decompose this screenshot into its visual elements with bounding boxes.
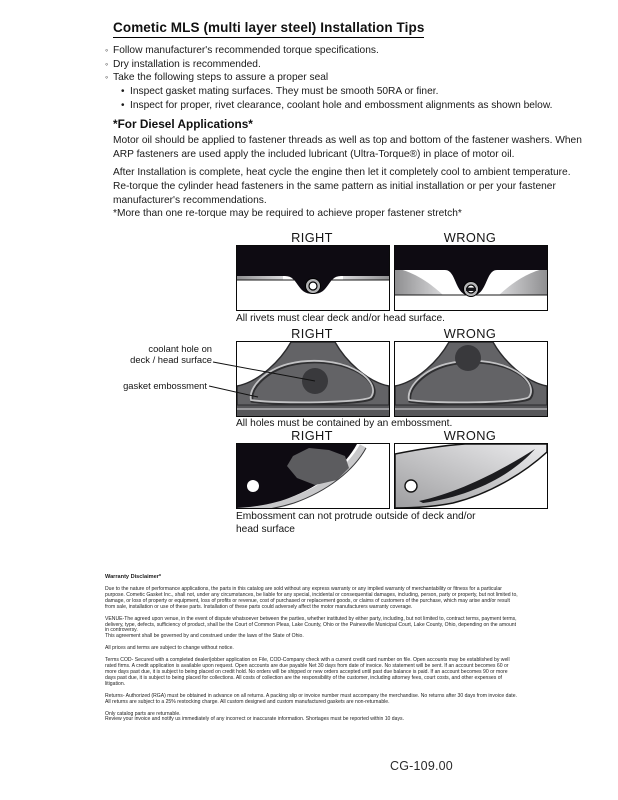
tip-text: Inspect gasket mating surfaces. They must be smooth 50RA or finer. [130, 86, 439, 98]
figure1-right-label: RIGHT [291, 230, 333, 245]
diesel-paragraph-1: Motor oil should be applied to fastener threads as well as top and bottom of the fastener washers. When ARP fasteners are used apply the included lubricant (Ultra-Torque®) in place of motor oil. [113, 135, 582, 160]
bullet-icon: ◦ [105, 58, 109, 69]
figure2-right-label: RIGHT [291, 326, 333, 341]
warranty-heading: Warranty Disclaimer* [105, 574, 162, 580]
embossment-right-panel [236, 341, 390, 417]
page-code: CG-109.00 [390, 759, 453, 773]
warranty-paragraph: All prices and terms are subject to change without notice. [105, 645, 234, 652]
rivet-wrong-diagram [395, 246, 547, 310]
warranty-disclaimer-section [105, 574, 519, 729]
figure2-caption: All holes must be contained by an embossment. [236, 418, 453, 429]
sub-bullet-icon: • [121, 86, 125, 98]
diesel-applications-heading: *For Diesel Applications* [113, 117, 253, 131]
figure3-right-label: RIGHT [291, 428, 333, 443]
list-item [105, 71, 552, 85]
rivet-right-panel [236, 245, 390, 311]
list-item [105, 58, 552, 72]
protrusion-right-diagram [237, 444, 389, 508]
bullet-icon: ◦ [105, 45, 109, 55]
list-item [121, 85, 552, 99]
figure3-wrong-label: WRONG [443, 428, 497, 443]
warranty-paragraph: Due to the nature of performance applications, the parts in this catalog are sold without any express warranty or any implied warranty of merchantability or fitness for a particular purpose. Cometic Gasket Inc., shall not, under any circumstances, be liable for any special, incidental or consequential damages, including, person, party or property, but not limited to, damage, or loss of property or equipment, loss of profits or revenue, cost of purchased or replacement goods, or claims of customers of the purchase, which may arise and/or result from sale, installation or use of these parts. Installation of these parts could adversely affect the motor manufacturers warranty coverage. [105, 586, 518, 610]
figure1-wrong-label: WRONG [443, 230, 497, 245]
list-item [121, 99, 552, 113]
figure1-caption: All rivets must clear deck and/or head surface. [236, 313, 445, 324]
tip-text: Inspect for proper, rivet clearance, coolant hole and embossment alignments as shown below. [130, 99, 553, 111]
protrusion-right-panel [236, 443, 390, 509]
coolant-hole-label: coolant hole on deck / head surface [130, 343, 212, 365]
gasket-embossment-label: gasket embossment [123, 380, 207, 391]
figure2-wrong-label: WRONG [443, 326, 497, 341]
warranty-paragraph: Only catalog parts are returnable. [105, 710, 181, 717]
page-title: Cometic MLS (multi layer steel) Installation Tips [113, 20, 424, 38]
tip-text: Take the following steps to assure a proper seal [113, 72, 329, 84]
tip-text: Dry installation is recommended. [113, 58, 261, 70]
embossment-wrong-panel [394, 341, 548, 417]
warranty-paragraph: This agreement shall be governed by and construed under the laws of the State of Ohio. [105, 633, 304, 640]
warranty-paragraph: VENUE-The agreed upon venue, in the event of dispute whatsoever between the parties, whether instituted by either party, including, but not limited to, contract terms, payment terms, delivery, type, defects, sufficiency of product, shall be the Court of Common Pleas, Lake County, Ohio or the Painesville Municipal Court, Lake County, Ohio, depending on the amount in controversy. [105, 615, 517, 634]
embossment-right-diagram [237, 342, 389, 416]
sub-bullet-icon: • [121, 99, 125, 111]
protrusion-wrong-diagram [395, 444, 547, 508]
warranty-paragraph: Review your invoice and notify us immediately of any incorrect or inaccurate information. Shortages must be reported within 10 days. [105, 716, 404, 723]
embossment-wrong-diagram [395, 342, 547, 416]
figure3-caption: Embossment can not protrude outside of deck and/or head surface [236, 511, 476, 535]
diesel-paragraph-2: After Installation is complete, heat cycle the engine then let it completely cool to ambient temperature. Re-torque the cylinder head fasteners in the same pattern as initial installation or per your fastener manufacturer's recommendations. [113, 167, 571, 206]
protrusion-wrong-panel [394, 443, 548, 509]
list-item [105, 44, 552, 58]
tip-text: Follow manufacturer's recommended torque specifications. [113, 45, 379, 56]
retorque-note: *More than one re-torque may be required to achieve proper fastener stretch* [113, 208, 462, 219]
rivet-wrong-panel [394, 245, 548, 311]
warranty-paragraph: Terms COD- Secured with a completed dealer/jobber application on File, COD-Company check with a current credit card number on file. Open accounts may be established by well rated firms. A credit application is available upon request. Open accounts are due payable Net 30 days from date of invoice. No statement will be sent. If an account becomes 60 or more days past due, it is subject to being placed on credit hold. No orders will be shipped or new orders accepted until past due balance is paid. If an account becomes 90 or more days past due, it is subject to being placed for collections. All costs of collection are the responsibility of the customer, including attorney fees, court costs, and other expenses of litigation. [105, 657, 510, 687]
bullet-icon: ◦ [105, 72, 109, 83]
warranty-paragraph: Returns- Authorized (RGA) must be obtained in advance on all returns. A packing slip or invoice number must accompany the merchandise. No returns after 30 days from invoice date. All returns are subject to a 25% restocking charge. All custom designed and custom manufactured gaskets are non-returnable. [105, 692, 517, 705]
rivet-right-diagram [237, 246, 389, 310]
installation-tips-list [105, 44, 552, 113]
